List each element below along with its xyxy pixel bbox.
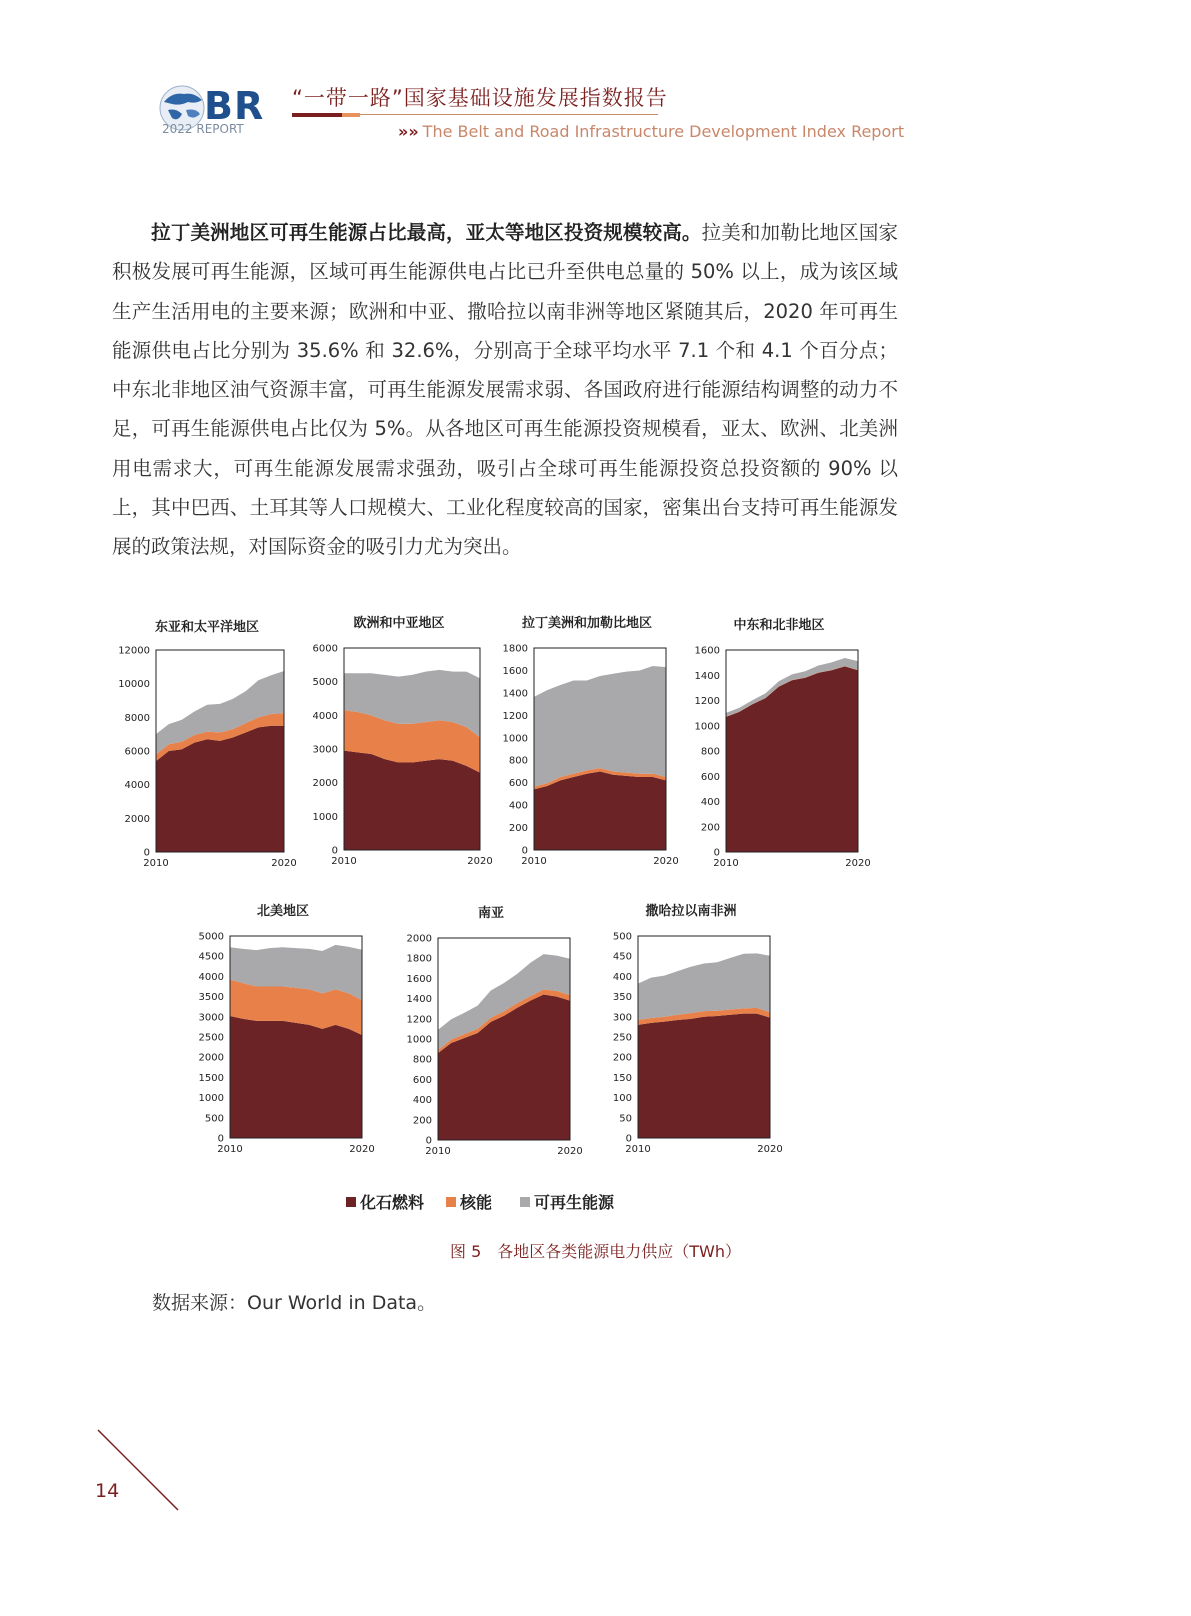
x-tick-label: 2010: [217, 1144, 243, 1155]
y-tick-label: 500: [204, 1113, 224, 1125]
y-tick-label: 2000: [198, 1052, 224, 1064]
y-tick-label: 300: [612, 1012, 632, 1024]
y-tick-label: 800: [508, 755, 528, 767]
y-tick-label: 1800: [502, 643, 528, 655]
y-tick-label: 350: [612, 992, 632, 1004]
y-tick-label: 1800: [406, 953, 432, 965]
y-tick-label: 150: [612, 1072, 632, 1084]
chart-svg: [394, 902, 588, 1164]
chart-north-america: [186, 900, 380, 1162]
x-tick-label: 2020: [757, 1144, 783, 1155]
y-tick-label: 3000: [198, 1012, 224, 1024]
x-tick-label: 2020: [467, 856, 493, 867]
y-tick-label: 0: [713, 847, 720, 859]
y-tick-label: 4500: [198, 951, 224, 963]
chart-title: 撒哈拉以南非洲: [645, 904, 737, 919]
header-divider: [360, 114, 658, 115]
chart-legend: [346, 1190, 666, 1214]
y-tick-label: 200: [508, 823, 528, 835]
chart-east-asia-pacific: [112, 614, 302, 876]
y-tick-label: 0: [521, 845, 528, 857]
x-tick-label: 2020: [349, 1144, 375, 1155]
legend-swatch-renewable: [520, 1197, 530, 1207]
header-title-en: [398, 122, 904, 141]
y-tick-label: 600: [412, 1074, 432, 1086]
legend-item-fossil: [346, 1190, 424, 1213]
paragraph-text: 拉美和加勒比地区国家积极发展可再生能源，区域可再生能源供电占比已升至供电总量的 50% 以上，成为该区域生产生活用电的主要来源；欧洲和中亚、撒哈拉以南非洲等地区紧随其后，2020 年可再生能源供电占比分别为 35.6% 和 32.6%，分别高于全球平均水平 7.1 个和 4.1 个百分点；中东北非地区油气资源丰富，可再生能源发展需求弱、各国政府进行能源结构调整的动力不足，可再生能源供电占比仅为 5%。从各地区可再生能源投资规模看，亚太、欧洲、北美洲用电需求大，可再生能源发展需求强劲，吸引占全球可再生能源投资总投资额的 90% 以上，其中巴西、土耳其等人口规模大、工业化程度较高的国家，密集出台支持可再生能源发展的政策法规，对国际资金的吸引力尤为突出。: [112, 221, 898, 559]
legend-item-nuclear: [446, 1190, 492, 1213]
y-tick-label: 5000: [312, 677, 338, 689]
corner-decoration: [96, 1428, 186, 1518]
y-tick-label: 2000: [406, 933, 432, 945]
header-accent-bar: [292, 113, 342, 117]
y-tick-label: 200: [412, 1115, 432, 1127]
y-tick-label: 12000: [118, 645, 150, 657]
header-title-cn: “一带一路”国家基础设施发展指数报告: [292, 86, 668, 110]
x-tick-label: 2020: [653, 856, 679, 867]
y-tick-label: 1000: [694, 721, 720, 733]
y-tick-label: 800: [700, 746, 720, 758]
x-tick-label: 2010: [625, 1144, 651, 1155]
y-tick-label: 1600: [502, 665, 528, 677]
y-tick-label: 250: [612, 1032, 632, 1044]
y-tick-label: 4000: [198, 971, 224, 983]
y-tick-label: 1000: [312, 811, 338, 823]
chevrons-icon: »»: [398, 122, 419, 141]
y-tick-label: 100: [612, 1093, 632, 1105]
page-number: 14: [95, 1480, 120, 1502]
x-tick-label: 2010: [331, 856, 357, 867]
y-tick-label: 0: [625, 1133, 632, 1145]
chart-middle-east-north-africa: [682, 614, 876, 876]
y-tick-label: 400: [700, 797, 720, 808]
x-tick-label: 2010: [713, 858, 739, 869]
y-tick-label: 4000: [124, 780, 150, 792]
y-tick-label: 500: [612, 931, 632, 943]
chart-south-asia: [394, 902, 588, 1164]
y-tick-label: 1000: [198, 1093, 224, 1105]
legend-item-renewable: [520, 1190, 614, 1213]
header-accent-bar-orange: [342, 113, 360, 117]
y-tick-label: 200: [612, 1052, 632, 1064]
chart-title: 中东和北非地区: [733, 618, 825, 633]
legend-swatch-nuclear: [446, 1197, 456, 1207]
chart-svg: [112, 614, 302, 876]
y-tick-label: 400: [508, 800, 528, 812]
y-tick-label: 3500: [198, 992, 224, 1004]
y-tick-label: 400: [412, 1095, 432, 1107]
chart-title: 欧洲和中亚地区: [353, 616, 445, 631]
y-tick-label: 1200: [406, 1014, 432, 1026]
y-tick-label: 0: [425, 1135, 432, 1147]
y-tick-label: 3000: [312, 744, 338, 756]
y-tick-label: 800: [412, 1054, 432, 1066]
area-series-fossil: [726, 666, 858, 852]
y-tick-label: 1200: [502, 710, 528, 722]
chart-sub-saharan-africa: [594, 900, 788, 1162]
chart-title: 东亚和太平洋地区: [154, 620, 259, 635]
y-tick-label: 1000: [406, 1034, 432, 1046]
chart-europe-central-asia: [300, 612, 498, 874]
y-tick-label: 1200: [694, 696, 720, 707]
y-tick-label: 600: [700, 771, 720, 783]
body-paragraph: [112, 213, 898, 567]
source-note: 数据来源：Our World in Data。: [152, 1292, 437, 1314]
y-tick-label: 2000: [124, 813, 150, 825]
x-tick-label: 2020: [271, 858, 297, 869]
chart-svg: [186, 900, 380, 1162]
y-tick-label: 5000: [198, 931, 224, 943]
y-tick-label: 200: [700, 822, 720, 834]
chart-svg: [594, 900, 788, 1162]
y-tick-label: 0: [217, 1133, 224, 1145]
y-tick-label: 450: [612, 951, 632, 963]
y-tick-label: 600: [508, 778, 528, 790]
chart-title: 拉丁美洲和加勒比地区: [521, 616, 652, 631]
y-tick-label: 1600: [406, 973, 432, 985]
legend-label-nuclear: 核能: [460, 1193, 493, 1212]
area-series-fossil: [344, 751, 480, 850]
y-tick-label: 400: [612, 971, 632, 983]
y-tick-label: 1600: [694, 645, 720, 657]
y-tick-label: 1500: [198, 1072, 224, 1084]
y-tick-label: 1400: [694, 670, 720, 682]
chart-title: 南亚: [477, 906, 504, 921]
legend-swatch-fossil: [346, 1197, 356, 1207]
header-title-en-text: The Belt and Road Infrastructure Development Index Report: [422, 122, 905, 141]
chart-svg: [682, 614, 876, 876]
y-tick-label: 10000: [118, 679, 150, 691]
report-logo: [158, 84, 268, 144]
y-tick-label: 1000: [502, 733, 528, 745]
logo-subtitle: 2022 REPORT: [162, 122, 244, 136]
y-tick-label: 6000: [124, 746, 150, 758]
y-tick-label: 4000: [312, 710, 338, 722]
y-tick-label: 2000: [312, 778, 338, 790]
y-tick-label: 0: [143, 847, 150, 859]
legend-label-renewable: 可再生能源: [534, 1193, 615, 1212]
y-tick-label: 1400: [406, 994, 432, 1006]
y-tick-label: 2500: [198, 1032, 224, 1044]
area-series-fossil: [638, 1014, 770, 1138]
x-tick-label: 2020: [557, 1146, 583, 1157]
legend-label-fossil: 化石燃料: [360, 1193, 425, 1212]
y-tick-label: 0: [331, 845, 338, 857]
y-tick-label: 6000: [312, 643, 338, 655]
chart-svg: [300, 612, 498, 874]
chart-latin-america-caribbean: [490, 612, 684, 874]
y-tick-label: 8000: [124, 712, 150, 724]
area-series-fossil: [230, 1016, 362, 1138]
paragraph-lead: 拉丁美洲地区可再生能源占比最高，亚太等地区投资规模较高。: [151, 221, 702, 244]
chart-svg: [490, 612, 684, 874]
x-tick-label: 2010: [143, 858, 169, 869]
x-tick-label: 2020: [845, 858, 871, 869]
y-tick-label: 50: [619, 1113, 632, 1125]
x-tick-label: 2010: [425, 1146, 451, 1157]
y-tick-label: 1400: [502, 688, 528, 700]
logo-letters: BR: [204, 84, 265, 128]
x-tick-label: 2010: [521, 856, 547, 867]
figure-caption: 图 5 各地区各类能源电力供应（TWh）: [449, 1242, 741, 1261]
chart-title: 北美地区: [256, 904, 309, 919]
